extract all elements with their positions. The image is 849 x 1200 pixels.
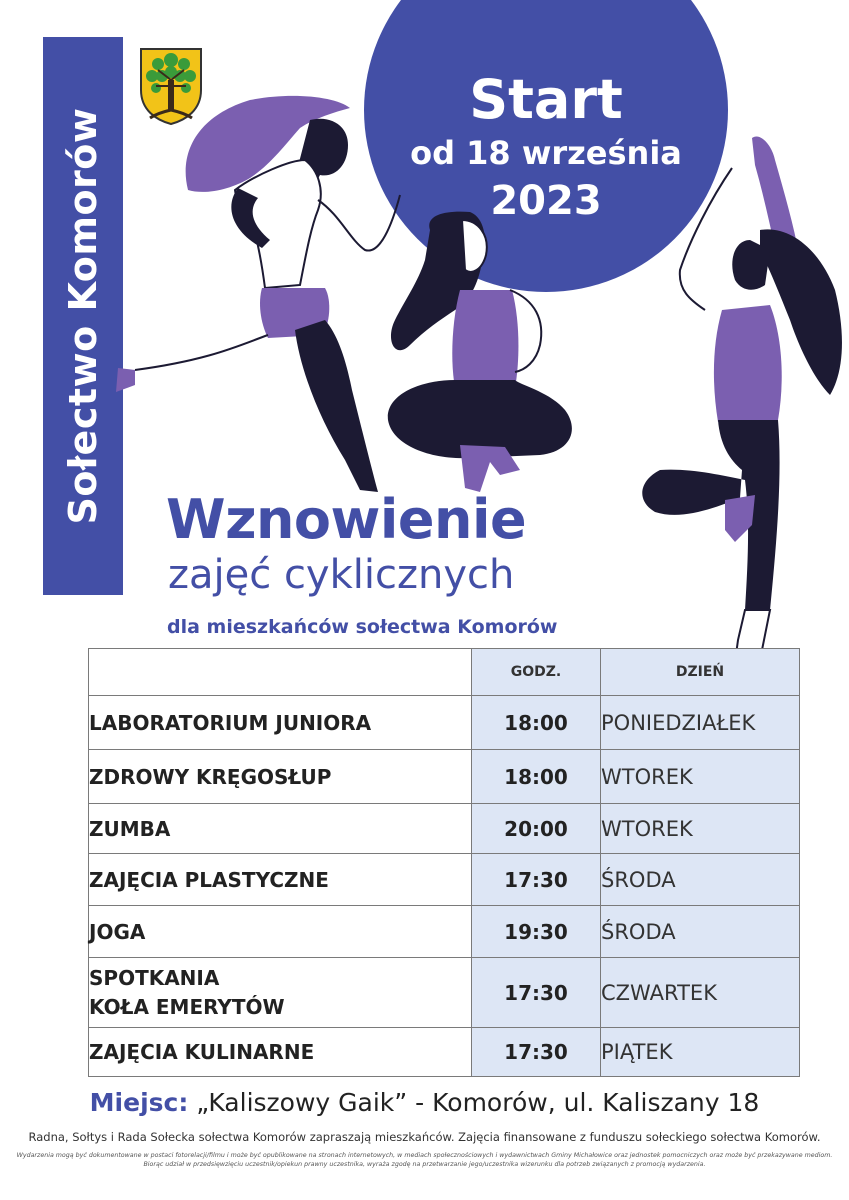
activity-day: WTOREK [601, 750, 800, 804]
header-time: GODZ. [472, 649, 601, 696]
start-date: od 18 września [410, 134, 682, 172]
schedule-table [88, 648, 800, 1077]
activity-time: 19:30 [472, 906, 601, 958]
table-row [89, 750, 800, 804]
activity-time: 20:00 [472, 804, 601, 854]
table-row [89, 1028, 800, 1077]
table-row [89, 854, 800, 906]
activity-name: ZAJĘCIA PLASTYCZNE [89, 854, 472, 906]
header-day: DZIEŃ [601, 649, 800, 696]
activity-day: PONIEDZIAŁEK [601, 696, 800, 750]
footer-disclaimer [0, 1151, 849, 1169]
dancer-middle-top [452, 290, 518, 388]
activity-day: ŚRODA [601, 854, 800, 906]
activity-time: 18:00 [472, 696, 601, 750]
activity-name: ZUMBA [89, 804, 472, 854]
activity-time: 18:00 [472, 750, 601, 804]
subheadline: zajęć cyklicznych [168, 552, 515, 598]
table-row [89, 906, 800, 958]
table-row [89, 804, 800, 854]
start-label: Start [469, 68, 623, 131]
footer-invitation: Radna, Sołtys i Rada Sołecka sołectwa Komorów zapraszają mieszkańców. Zajęcia finansowane z funduszu sołeckiego sołectwa Komorów. [28, 1130, 821, 1144]
activity-time: 17:30 [472, 1028, 601, 1077]
venue-line [0, 1088, 849, 1117]
sidebar-title: Sołectwo Komorów [61, 107, 105, 525]
disclaimer-line1: Wydarzenia mogą być dokumentowane w postaci fotorelacji/filmu i może być opublikowane na stronach internetowych, w mediach społecznościowych i wydawnictwach Gminy Michałowice oraz jednostek pomocniczych oraz może być przekazywane mediom. [16, 1152, 833, 1159]
activity-time: 17:30 [472, 854, 601, 906]
activity-time: 17:30 [472, 958, 601, 1028]
header-activity [89, 649, 472, 696]
activity-name: JOGA [89, 906, 472, 958]
activity-name-line2: KOŁA EMERYTÓW [89, 994, 285, 1019]
venue-label: Miejsc: [89, 1088, 189, 1117]
start-year: 2023 [490, 178, 602, 224]
headline: Wznowienie [166, 488, 527, 551]
dancer-left-leg-back [295, 320, 378, 492]
venue-address: „Kaliszowy Gaik” - Komorów, ul. Kaliszany 18 [196, 1088, 760, 1117]
activity-day: CZWARTEK [601, 958, 800, 1028]
disclaimer-line2: Biorąc udział w przedsięwzięciu uczestnik/opiekun prawny uczestnika, wyraża zgodę na przetwarzanie jego/uczestnika wizerunku dla potrzeb związanych z promocją wydarzenia. [143, 1161, 706, 1168]
table-header-row [89, 649, 800, 696]
table-row [89, 696, 800, 750]
dancer-right-head [732, 240, 770, 290]
audience-line: dla mieszkańców sołectwa Komorów [167, 616, 558, 638]
dancer-right-torso [714, 305, 782, 422]
activity-name-line1: SPOTKANIA [89, 965, 220, 990]
activity-name: ZDROWY KRĘGOSŁUP [89, 750, 472, 804]
activity-name [89, 958, 472, 1028]
activity-day: PIĄTEK [601, 1028, 800, 1077]
table-row [89, 958, 800, 1028]
activity-day: ŚRODA [601, 906, 800, 958]
activity-day: WTOREK [601, 804, 800, 854]
activity-name: ZAJĘCIA KULINARNE [89, 1028, 472, 1077]
activity-name: LABORATORIUM JUNIORA [89, 696, 472, 750]
dancer-right-legs [642, 420, 779, 610]
